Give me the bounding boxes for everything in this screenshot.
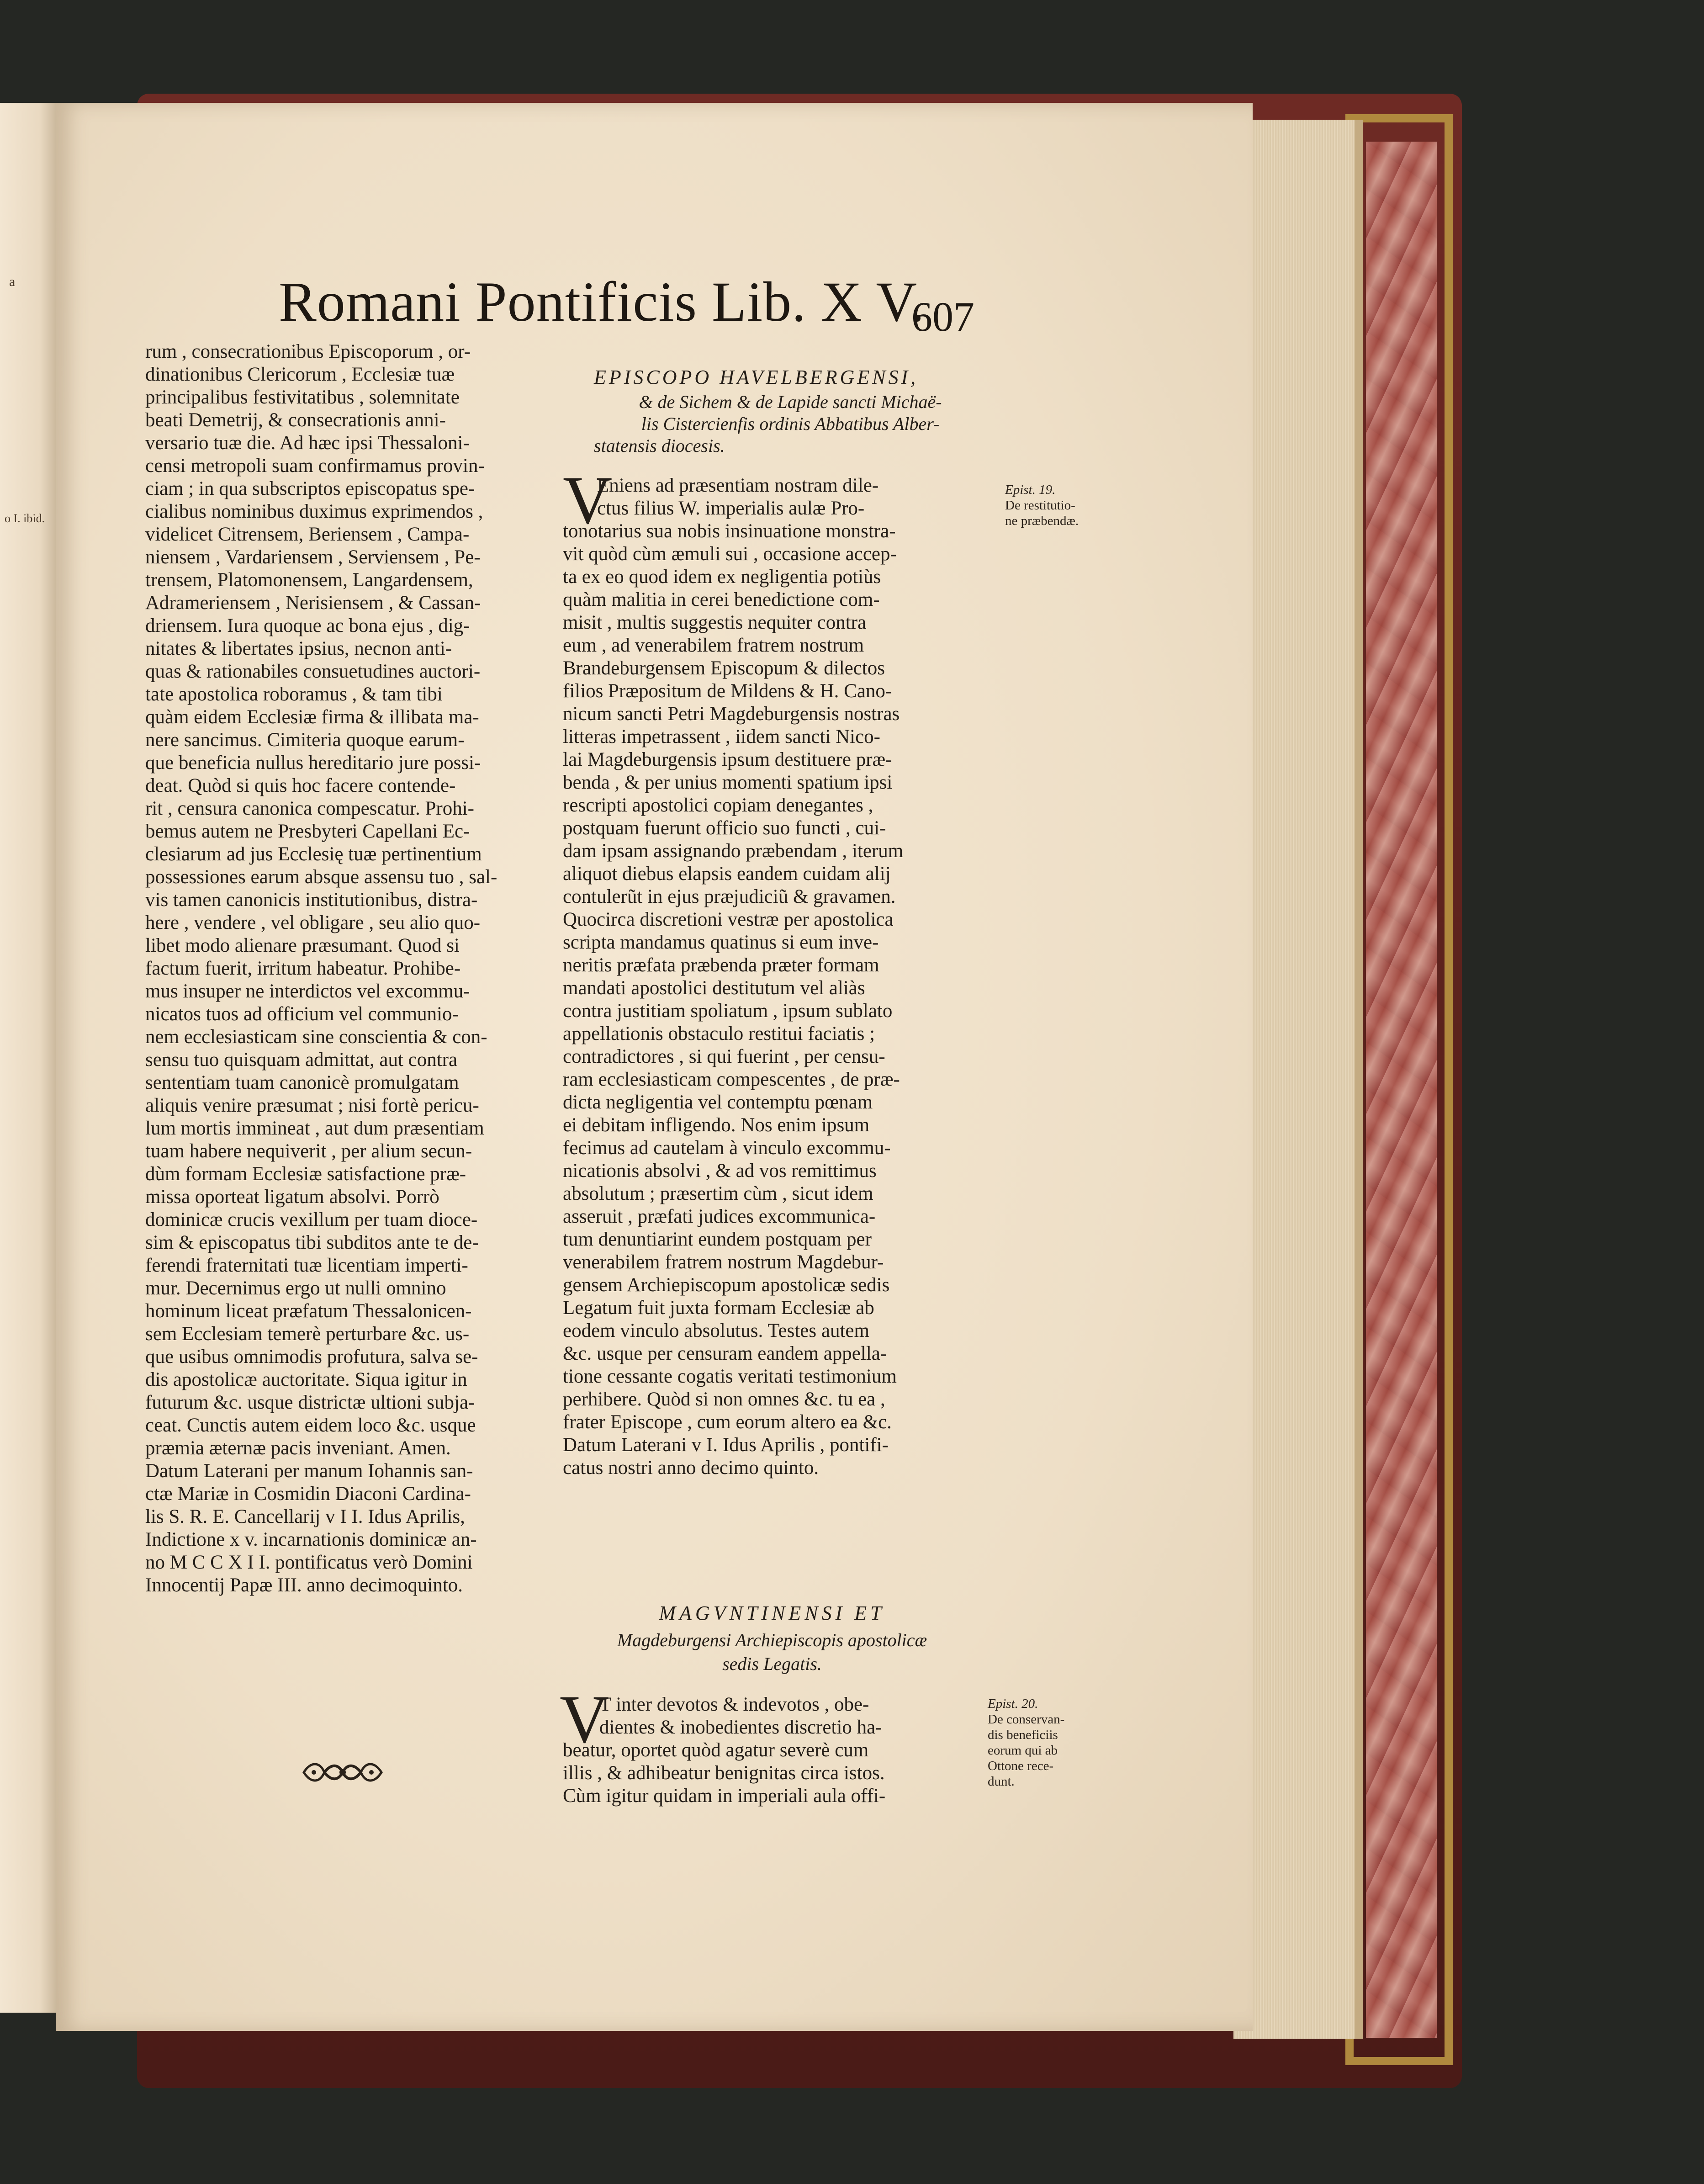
text-line: futurum &c. usque districtæ ultioni subja- [145,1392,475,1413]
text-line: que beneficia nullus hereditario jure possi- [145,752,481,774]
page-block-edges [1233,120,1361,2039]
text-line: absolutum ; præsertim cùm , sicut idem [563,1183,873,1204]
text-line: rit , censura canonica compescatur. Prohi- [145,798,474,819]
margin-note-line: De conservan- [988,1712,1065,1727]
letter-19-heading-line: statensis diocesis. [594,435,725,456]
text-line: dominicæ crucis vexillum per tuam dioce- [145,1209,478,1230]
text-line: missa oporteat ligatum absolvi. Porrò [145,1186,439,1208]
letter-20-heading-line: Magdeburgensi Archiepiscopis apostolicæ [617,1630,927,1650]
text-line: ceat. Cunctis autem eidem loco &c. usque [145,1415,476,1436]
left-page-edge [0,103,57,2013]
text-line: Indictione x v. incarnationis dominicæ an- [145,1529,477,1550]
letter-20-body [563,1693,974,1808]
margin-note-line: ne præbendæ. [1005,514,1079,528]
text-line: eum , ad venerabilem fratrem nostrum [563,635,864,656]
text-line: sim & episcopatus tibi subditos ante te de- [145,1232,479,1253]
text-line: postquam fuerunt officio suo functi , cui- [563,817,886,839]
text-line: beati Demetrij, & consecrationis anni- [145,409,446,431]
left-column-text [145,340,543,1597]
text-line: Datum Laterani v I. Idus Aprilis , pontifi- [563,1434,889,1456]
margin-note-line: eorum qui ab [988,1743,1058,1758]
text-line: quàm malitia in cerei benedictione com- [563,589,880,610]
text-line: nicum sancti Petri Magdeburgensis nostras [563,703,900,725]
text-line: misit , multis suggestis nequiter contra [563,612,867,633]
text-line: aliquot diebus elapsis eandem cuidam alij [563,863,891,885]
text-line: versario tuæ die. Ad hæc ipsi Thessaloni- [145,432,470,454]
text-line: quas & rationabiles consuetudines auctori- [145,661,481,682]
text-line: videlicet Citrensem, Beriensem , Campa- [145,524,470,545]
text-line: Eniens ad præsentiam nostram dile- [597,475,879,496]
letter-19-heading-addressee: EPISCOPO HAVELBERGENSI, [594,366,919,388]
printers-ornament [299,1759,386,1786]
left-page-mark: o I. ibid. [5,512,45,525]
text-line: nitates & libertates ipsius, necnon anti- [145,638,452,659]
text-line: beatur, oportet quòd agatur severè cum [563,1739,869,1761]
text-line: appellationis obstaculo restitui faciatis ; [563,1023,875,1044]
margin-note-epistle-number: Epist. 19. [1005,482,1056,497]
margin-note-line: dunt. [988,1774,1015,1789]
text-line: tonotarius sua nobis insinuatione monstra- [563,520,896,542]
text-line: possessiones earum absque assensu tuo , sal- [145,866,497,888]
text-line: tate apostolica roboramus , & tam tibi [145,684,443,705]
margin-note-epistle-number: Epist. 20. [988,1696,1038,1711]
text-line: no M C C X I I. pontificatus verò Domini [145,1552,473,1573]
text-line: venerabilem fratrem nostrum Magdebur- [563,1251,884,1273]
text-line: Cùm igitur quidam in imperiali aula offi- [563,1785,886,1807]
text-line: deat. Quòd si quis hoc facere contende- [145,775,456,796]
left-page-mark: a [9,274,16,289]
letter-20-heading-line: sedis Legatis. [722,1654,822,1674]
text-line: ferendi fraternitati tuæ licentiam imperti- [145,1255,468,1276]
text-line: lis S. R. E. Cancellarij v I I. Idus Aprilis, [145,1506,465,1527]
text-line: nicationis absolvi , & ad vos remittimus [563,1160,877,1182]
text-line: Datum Laterani per manum Iohannis san- [145,1460,473,1482]
text-line: clesiarum ad jus Ecclesię tuæ pertinentium [145,843,482,865]
text-line: neritis præfata præbenda præter formam [563,954,879,976]
text-line: hominum liceat præfatum Thessalonicen- [145,1300,472,1322]
text-line: nem ecclesiasticam sine conscientia & con- [145,1026,487,1048]
text-line: lum mortis immineat , aut dum præsentiam [145,1118,484,1139]
letter-19-heading-line: lis Cistercienfis ordinis Abbatibus Alber- [641,413,940,434]
text-line: ta ex eo quod idem ex negligentia potiùs [563,566,881,588]
text-line: frater Episcope , cum eorum altero ea &c. [563,1411,892,1433]
text-line: dam ipsam assignando præbendam , iterum [563,840,904,862]
text-line: Legatum fuit juxta formam Ecclesiæ ab [563,1297,874,1319]
text-line: &c. usque per censuram eandem appella- [563,1343,887,1364]
text-line: Quocirca discretioni vestræ per apostolica [563,909,894,930]
text-line: lai Magdeburgensis ipsum destituere præ- [563,749,892,770]
text-line: que usibus omnimodis profutura, salva se- [145,1346,478,1368]
letter-20-drop-cap: V [560,1681,609,1757]
text-line: scripta mandamus quatinus si eum inve- [563,932,879,953]
text-line: nere sancimus. Cimiteria quoque earum- [145,729,465,751]
text-line: gensem Archiepiscopum apostolicæ sedis [563,1274,890,1296]
margin-note-line: Ottone rece- [988,1759,1054,1773]
text-line: mus insuper ne interdictos vel excommu- [145,981,470,1002]
text-line: trensem, Platomonensem, Langardensem, [145,569,473,591]
marbled-endpaper [1366,142,1437,2038]
text-line: sententiam tuam canonicè promulgatam [145,1072,459,1093]
text-line: bemus autem ne Presbyteri Capellani Ec- [145,821,470,842]
text-line: factum fuerit, irritum habeatur. Prohibe- [145,958,461,979]
text-line: illis , & adhibeatur benignitas circa istos. [563,1762,885,1784]
text-line: fecimus ad cautelam à vinculo excommu- [563,1137,891,1159]
text-line: T inter devotos & indevotos , obe- [599,1694,869,1715]
text-line: catus nostri anno decimo quinto. [563,1457,819,1479]
text-line: vit quòd cùm æmuli sui , occasione accep- [563,543,897,565]
letter-20-margin-note [988,1696,1064,1789]
text-line: tuam habere nequiverit , per alium secun- [145,1140,472,1162]
text-line: ram ecclesiasticam compescentes , de præ- [563,1069,900,1090]
margin-note-line: De restitutio- [1005,498,1075,513]
text-line: libet modo alienare præsumant. Quod si [145,935,460,956]
letter-19-drop-cap: V [563,462,613,538]
text-line: principalibus festivitatibus , solemnitate [145,387,460,408]
text-line: contra justitiam spoliatum , ipsum sublato [563,1000,893,1022]
page-number: 607 [911,293,974,340]
text-line: Innocentij Papæ III. anno decimoquinto. [145,1574,463,1596]
text-line: mandati apostolici destitutum vel aliàs [563,977,865,999]
text-line: driensem. Iura quoque ac bona ejus , dig- [145,615,470,636]
text-line: perhibere. Quòd si non omnes &c. tu ea , [563,1389,885,1410]
text-line: Brandeburgensem Episcopum & dilectos [563,657,885,679]
text-line: cialibus nominibus duximus exprimendos , [145,501,483,522]
text-line: rum , consecrationibus Episcoporum , or- [145,341,471,362]
text-line: eodem vinculo absolutus. Testes autem [563,1320,869,1341]
text-line: vis tamen canonicis institutionibus, distra- [145,889,478,911]
text-line: sensu tuo quisquam admittat, aut contra [145,1049,458,1071]
text-line: sem Ecclesiam temerè perturbare &c. us- [145,1323,470,1345]
text-line: quàm eidem Ecclesiæ firma & illibata ma- [145,706,479,728]
text-line: litteras impetrassent , iidem sancti Nico- [563,726,880,747]
text-line: censi metropoli suam confirmamus provin- [145,455,485,477]
text-line: aliquis venire præsumat ; nisi fortè pericu- [145,1095,479,1116]
text-line: benda , & per unius momenti spatium ipsi [563,772,893,793]
text-line: asseruit , præfati judices excommunica- [563,1206,876,1227]
text-line: rescripti apostolici copiam denegantes , [563,795,873,816]
running-title: Romani Pontificis Lib. X V. [279,270,925,333]
text-line: nicatos tuos ad officium vel communio- [145,1003,459,1025]
letter-19-heading-line: & de Sichem & de Lapide sancti Michaë- [639,392,942,412]
text-line: mur. Decernimus ergo ut nulli omnino [145,1278,446,1299]
text-line: præmia æternæ pacis inveniant. Amen. [145,1437,451,1459]
letter-20-heading-addressee: MAGVNTINENSI ET [659,1602,885,1624]
text-line: Adrameriensem , Nerisiensem , & Cassan- [145,592,481,614]
text-line: here , vendere , vel obligare , seu alio quo- [145,912,481,933]
text-line: ctus filius W. imperialis aulæ Pro- [597,498,865,519]
letter-19-body [563,474,974,1479]
text-line: dùm formam Ecclesiæ satisfactione præ- [145,1163,466,1185]
text-line: filios Præpositum de Mildens & H. Cano- [563,680,892,702]
margin-note-line: dis beneficiis [988,1728,1058,1742]
text-line: dis apostolicæ auctoritate. Siqua igitur in [145,1369,467,1390]
text-line: tum denuntiarint eundem postquam per [563,1229,872,1250]
text-line: dicta negligentia vel contemptu pœnam [563,1092,873,1113]
text-line: dientes & inobedientes discretio ha- [599,1717,882,1738]
text-line: dinationibus Clericorum , Ecclesiæ tuæ [145,364,455,385]
text-line: contradictores , si qui fuerint , per censu- [563,1046,885,1067]
text-line: ei debitam infligendo. Nos enim ipsum [563,1114,870,1136]
letter-19-margin-note [1005,482,1079,529]
text-line: ctæ Mariæ in Cosmidin Diaconi Cardina- [145,1483,471,1505]
text-line: tione cessante cogatis veritati testimonium [563,1366,897,1387]
text-line: niensem , Vardariensem , Serviensem , Pe- [145,546,481,568]
text-line: contulerũt in ejus præjudiciũ & gravamen. [563,886,896,907]
page-block-rim [1355,120,1363,2039]
text-line: ciam ; in qua subscriptos episcopatus spe- [145,478,475,499]
